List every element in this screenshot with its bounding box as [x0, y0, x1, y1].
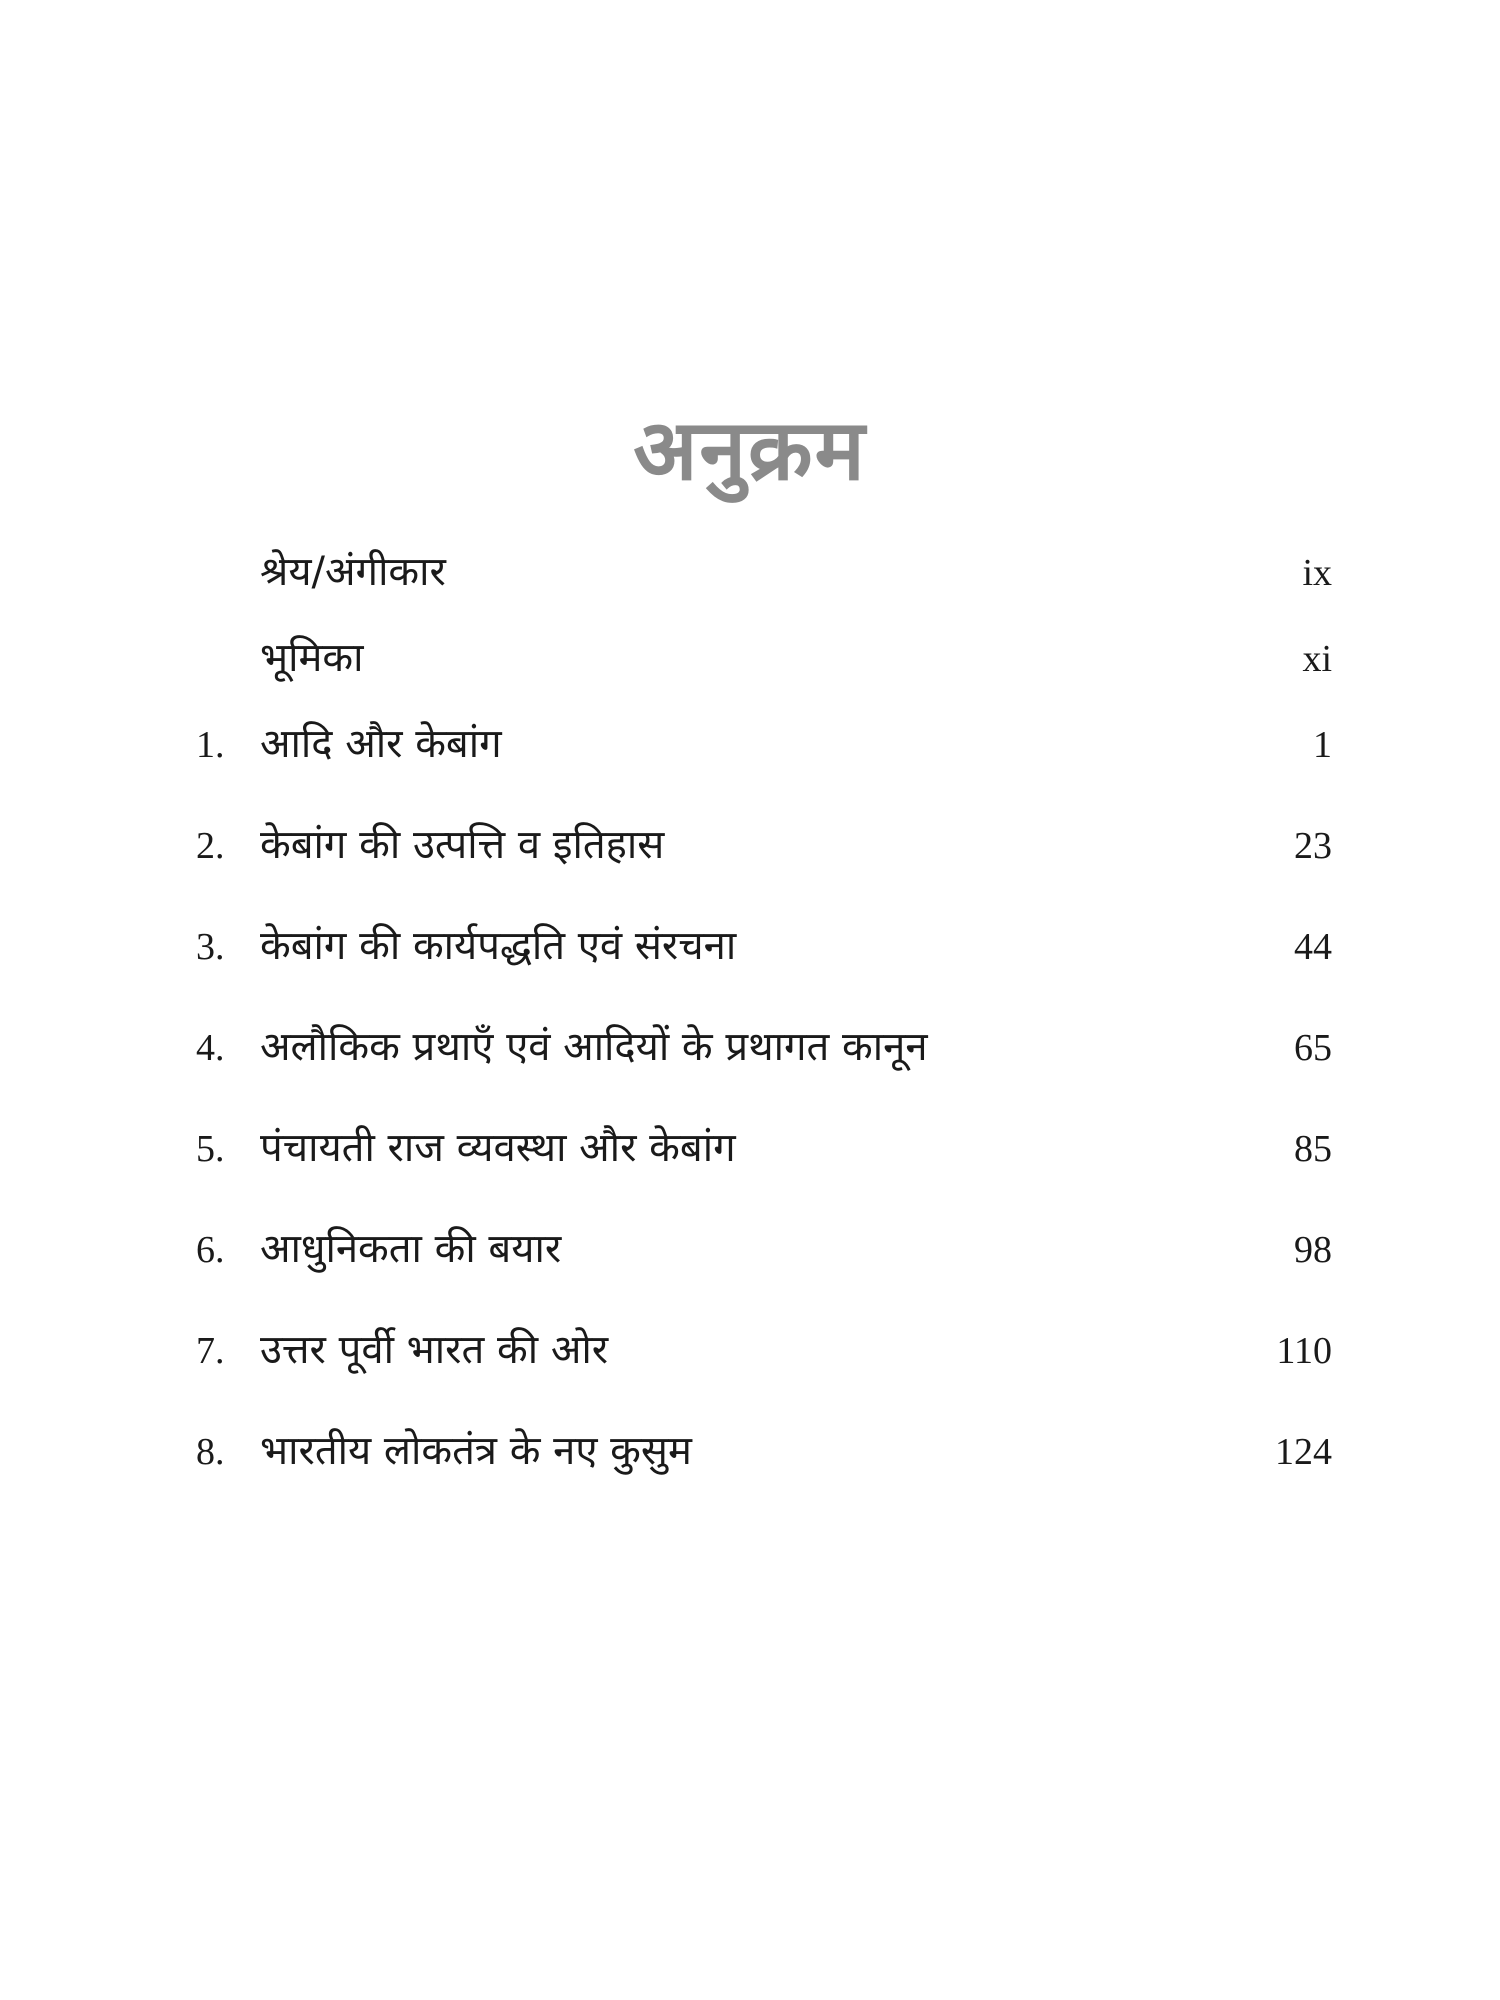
toc-entry-preface: [196, 634, 1332, 720]
toc-entry-acknowledgement: [196, 548, 1332, 634]
toc-page-number: 44: [1294, 926, 1332, 968]
toc-label: उत्तर पूर्वी भारत की ओर: [260, 1327, 609, 1373]
toc-entry-chapter-2: [196, 821, 1332, 922]
toc-label: आदि और केबांग: [260, 721, 502, 767]
toc-number: 5.: [196, 1128, 225, 1170]
toc-page-number: 110: [1276, 1330, 1332, 1372]
toc-number: 1.: [196, 724, 225, 766]
toc-label: केबांग की उत्पत्ति व इतिहास: [260, 822, 665, 868]
toc-page-number: ix: [1302, 552, 1332, 594]
toc-page-number: 124: [1275, 1431, 1332, 1473]
toc-page-number: 65: [1294, 1027, 1332, 1069]
toc-label: आधुनिकता की बयार: [260, 1226, 562, 1272]
toc-page-number: 85: [1294, 1128, 1332, 1170]
toc-label: भूमिका: [260, 635, 364, 681]
toc-page-number: 1: [1313, 724, 1332, 766]
toc-number: 6.: [196, 1229, 225, 1271]
toc-entry-chapter-4: [196, 1023, 1332, 1124]
toc-label: भारतीय लोकतंत्र के नए कुसुम: [260, 1428, 692, 1474]
toc-label: पंचायती राज व्यवस्था और केबांग: [260, 1125, 736, 1171]
toc-number: 2.: [196, 825, 225, 867]
toc-page-number: 23: [1294, 825, 1332, 867]
toc-entry-chapter-3: [196, 922, 1332, 1023]
toc-entry-chapter-6: [196, 1225, 1332, 1326]
toc-number: 8.: [196, 1431, 225, 1473]
toc-label: केबांग की कार्यपद्धति एवं संरचना: [260, 923, 737, 969]
page-title: अनुक्रम: [633, 401, 867, 499]
toc-label: अलौकिक प्रथाएँ एवं आदियों के प्रथागत कानून: [260, 1024, 928, 1070]
toc-number: 7.: [196, 1330, 225, 1372]
toc-entry-chapter-8: [196, 1427, 1332, 1528]
toc-number: 4.: [196, 1027, 225, 1069]
toc-entry-chapter-5: [196, 1124, 1332, 1225]
toc-number: 3.: [196, 926, 225, 968]
toc-page-number: 98: [1294, 1229, 1332, 1271]
toc-entry-chapter-1: [196, 720, 1332, 821]
toc-entry-chapter-7: [196, 1326, 1332, 1427]
toc-page-number: xi: [1302, 638, 1332, 680]
table-of-contents: [196, 548, 1332, 1528]
toc-label: श्रेय/अंगीकार: [260, 549, 446, 595]
